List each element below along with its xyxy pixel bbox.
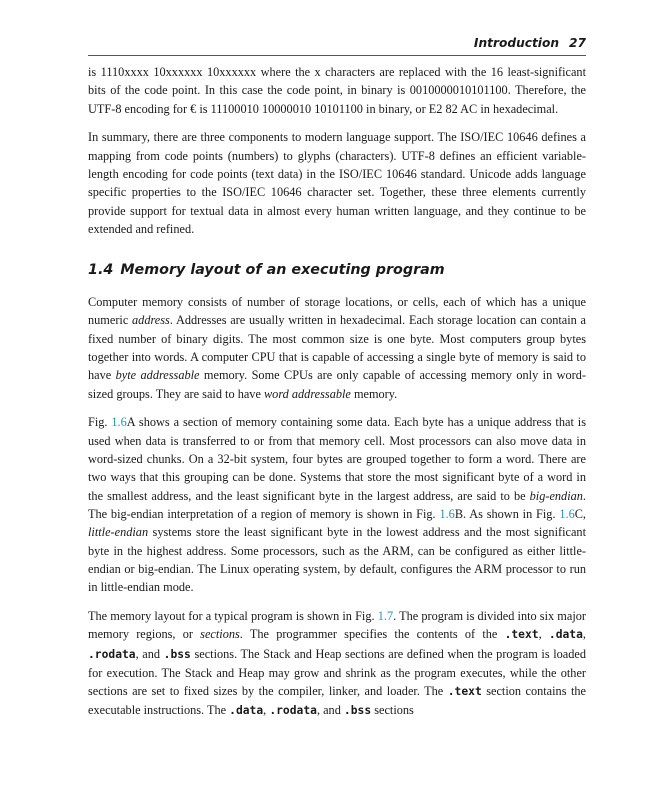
term-big-endian: big-endian <box>529 488 583 503</box>
code-rodata: .rodata <box>269 704 317 718</box>
paragraph-summary: In summary, there are three components to modern language support. The ISO/IEC 10646 defines a mapping from code points (numbers) to glyphs (characters). UTF-8 defines an efficient variable-length encoding for code points (text data) in the ISO/IEC 10646 standard. Unicode adds language specific properties to the ISO/IEC 10646 character set. Together, these three elements currently provide support for textual data in almost every human written language, and they continue to be extended and refined. <box>88 130 586 236</box>
figure-link-1-7[interactable]: 1.7 <box>377 608 394 623</box>
code-bss: .bss <box>343 704 372 718</box>
code-bss: .bss <box>163 647 191 661</box>
term-sections: sections <box>200 627 240 642</box>
section-title: Memory layout of an executing program <box>120 262 445 279</box>
term-little-endian: little-endian <box>88 525 149 540</box>
paragraph-endianness: Fig. 1.6A shows a section of memory containing some data. Each byte has a unique address that is used when data is transferred to or from that memory cell. Most processors can also move data in word-sized chunks. On a 32-bit system, four bytes are grouped together to form a word. There are two ways that this grouping can be done. Systems that store the most significant byte of a word in the smallest address, and the least significant byte in the largest address, are said to be big-endian. The big-endian interpretation of a region of memory is shown in Fig. 1.6B. As shown in Fig. 1.6C, little-endian systems store the least significant byte in the lowest address and the most significant byte in the highest address. Some processors, such as the ARM, can be configured as either little-endian or big-endian. The Linux operating system, by default, configures the ARM processor to run in little-endian mode. <box>88 415 586 595</box>
figure-link-1-6[interactable]: 1.6 <box>439 506 455 521</box>
body-text <box>88 63 586 731</box>
term-byte-addressable: byte addressable <box>115 368 200 383</box>
term-word-addressable: word addressable <box>263 386 351 401</box>
code-data: .data <box>548 628 583 642</box>
code-text: .text <box>447 685 482 699</box>
paragraph-utf8-encoding: is 1110xxxx 10xxxxxx 10xxxxxx where the x characters are replaced with the 16 least-significant bits of the code point. In this case the code point, in binary is 0010000010101100. Therefore, the UTF-8 encoding for € is 11100010 10000010 10101100 in binary, or E2 82 AC in hexadecimal. <box>88 65 586 116</box>
code-rodata: .rodata <box>88 647 136 661</box>
code-data: .data <box>229 704 264 718</box>
term-address: address <box>132 313 170 328</box>
header-rule <box>88 55 586 56</box>
page-number: 27 <box>569 36 586 50</box>
code-text: .text <box>504 628 539 642</box>
running-header <box>474 36 586 50</box>
section-heading <box>88 260 586 280</box>
figure-link-1-6[interactable]: 1.6 <box>111 415 127 430</box>
paragraph-memory-cells: Computer memory consists of number of storage locations, or cells, each of which has a unique numeric address. Addresses are usually written in hexadecimal. Each storage location can contain a fixed number of binary digits. The most common size is one byte. Most computers group bytes together into words. A computer CPU that is capable of accessing a single byte of memory is said to have byte addressable memory. Some CPUs are only capable of accessing memory only in word-sized groups. They are said to have word addressable memory. <box>88 295 587 401</box>
figure-link-1-6[interactable]: 1.6 <box>559 506 575 521</box>
paragraph-memory-layout: The memory layout for a typical program is shown in Fig. 1.7. The program is divided into six major memory regions, or sections. The programmer specifies the contents of the .text, .data, .rodata, and .bss sections. The Stack and Heap sections are defined when the program is loaded for execution. The Stack and Heap may grow and shrink as the program executes, while the other sections are set to fixed sizes by the compiler, linker, and loader. The .text section contains the executable instructions. The .data, .rodata, and .bss sections <box>88 608 586 718</box>
chapter-title: Introduction <box>473 36 560 50</box>
section-number: 1.4 <box>88 262 114 279</box>
